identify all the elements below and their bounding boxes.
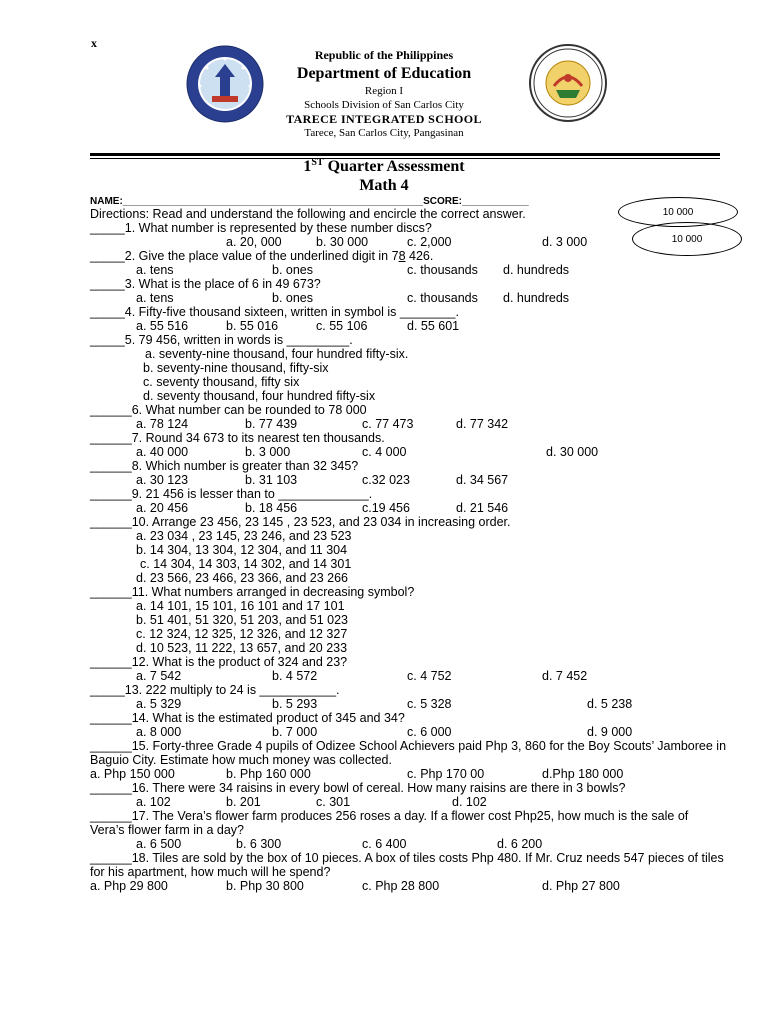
choice-b[interactable]: b. Php 30 800 bbox=[226, 879, 304, 893]
choice-b[interactable]: b. 77 439 bbox=[245, 417, 298, 431]
choice-a[interactable]: a. 8 000 bbox=[136, 725, 182, 739]
choice-c[interactable]: c. Php 28 800 bbox=[362, 879, 440, 893]
question-text: ______8. Which number is greater than 32 345? bbox=[90, 459, 359, 473]
choice-d[interactable]: d. 5 238 bbox=[587, 697, 633, 711]
subject-title: Math 4 bbox=[359, 177, 409, 194]
question-13-stem bbox=[90, 683, 730, 697]
directions-text: Directions: Read and understand the following and encircle the correct answer. bbox=[90, 207, 526, 221]
choice-d[interactable]: d. Php 27 800 bbox=[542, 879, 620, 893]
question-3-choices bbox=[90, 291, 730, 305]
choice-a[interactable]: a. 20, 000 bbox=[226, 235, 282, 249]
question-2-choices bbox=[90, 263, 730, 277]
choice-b[interactable]: b. 30 000 bbox=[316, 235, 369, 249]
question-12-stem bbox=[90, 655, 730, 669]
choice-c[interactable]: c. 5 328 bbox=[407, 697, 452, 711]
question-4-stem bbox=[90, 305, 730, 319]
question-8-choices bbox=[90, 473, 730, 487]
choice-a[interactable]: a. 20 456 bbox=[136, 501, 189, 515]
title-number: 1 bbox=[303, 158, 312, 175]
question-text: _____5. 79 456, written in words is _________. bbox=[90, 333, 353, 347]
question-9-choices bbox=[90, 501, 730, 515]
letterhead bbox=[0, 46, 768, 140]
choice-d[interactable]: d. 34 567 bbox=[456, 473, 509, 487]
choice-d[interactable]: d. 21 546 bbox=[456, 501, 509, 515]
title-superscript: ST bbox=[311, 157, 324, 168]
question-text: _____1. What number is represented by these number discs? bbox=[90, 221, 432, 235]
question-text: ______12. What is the product of 324 and 23? bbox=[90, 655, 348, 669]
choice-a[interactable]: a. tens bbox=[136, 291, 174, 305]
region-text: Region I bbox=[364, 85, 404, 97]
choice-b[interactable]: b. 51 401, 51 320, 51 203, and 51 023 bbox=[136, 613, 348, 627]
choice-d[interactable]: d. seventy thousand, four hundred fifty-six bbox=[143, 389, 376, 403]
question-2-stem bbox=[90, 249, 730, 263]
choice-c[interactable]: c. 4 752 bbox=[407, 669, 452, 683]
choice-d[interactable]: d. 10 523, 11 222, 13 657, and 20 233 bbox=[136, 641, 348, 655]
answer-oval: 10 000 bbox=[632, 222, 742, 256]
choice-c[interactable]: c. seventy thousand, fifty six bbox=[143, 375, 300, 389]
choice-b[interactable]: b. ones bbox=[272, 263, 314, 277]
question-text: ______6. What number can be rounded to 78 000 bbox=[90, 403, 367, 417]
choice-b[interactable]: b. Php 160 000 bbox=[226, 767, 311, 781]
question-18-choices bbox=[90, 879, 730, 893]
name-score-line: NAME:______________________________________________________SCORE:____________ bbox=[90, 196, 529, 207]
choice-b[interactable]: b. 7 000 bbox=[272, 725, 318, 739]
choice-a[interactable]: a. Php 29 800 bbox=[90, 879, 168, 893]
header-rule-thick bbox=[90, 153, 720, 156]
question-18-stem: ______18. Tiles are sold by the box of 10 pieces. A box of tiles costs Php 480. If Mr. Cruz needs 547 pieces of tiles for his apartment, how much will he spend? bbox=[90, 851, 724, 879]
choice-d[interactable]: d. 30 000 bbox=[546, 445, 599, 459]
question-14-stem bbox=[90, 711, 730, 725]
republic-text: Republic of the Philippines bbox=[314, 48, 454, 62]
choice-a[interactable]: a. 14 101, 15 101, 16 101 and 17 101 bbox=[136, 599, 345, 613]
question-17-choices bbox=[90, 837, 730, 851]
choice-a[interactable]: a. 55 516 bbox=[136, 319, 189, 333]
question-text: _____4. Fifty-five thousand sixteen, written in symbol is ________. bbox=[90, 305, 459, 319]
choice-d[interactable]: d. 6 200 bbox=[497, 837, 543, 851]
division-text: Schools Division of San Carlos City bbox=[304, 99, 464, 111]
choice-d[interactable]: d. 9 000 bbox=[587, 725, 633, 739]
choice-c[interactable]: c. 12 324, 12 325, 12 326, and 12 327 bbox=[136, 627, 348, 641]
question-15-choices bbox=[90, 767, 730, 781]
question-1-choices bbox=[90, 235, 730, 249]
question-15-stem: ______15. Forty-three Grade 4 pupils of Odizee School Achievers paid Php 3, 860 for the Boy Scouts’ Jamboree in Baguio City. Estimate how much money was collected. bbox=[90, 739, 727, 767]
choice-a[interactable]: a. 6 500 bbox=[136, 837, 182, 851]
question-13-choices bbox=[90, 697, 730, 711]
underlined-digit: 8 bbox=[398, 249, 406, 263]
question-16-choices bbox=[90, 795, 730, 809]
question-16-stem: ______16. There were 34 raisins in every bowl of cereal. How many raisins are there in 3 bowls? bbox=[90, 781, 626, 795]
question-11-stem bbox=[90, 585, 730, 599]
choice-c[interactable]: c.32 023 bbox=[362, 473, 410, 487]
question-6-stem bbox=[90, 403, 730, 417]
choice-b[interactable]: b. 6 300 bbox=[236, 837, 282, 851]
department-text: Department of Education bbox=[296, 65, 472, 82]
question-6-choices bbox=[90, 417, 730, 431]
question-10-stem bbox=[90, 515, 730, 529]
choice-c[interactable]: c. Php 170 00 bbox=[407, 767, 485, 781]
question-text: ______10. Arrange 23 456, 23 145 , 23 523, and 23 034 in increasing order. bbox=[90, 515, 511, 529]
question-12-choices bbox=[90, 669, 730, 683]
choice-c[interactable]: c. 2,000 bbox=[407, 235, 452, 249]
assessment-title bbox=[0, 157, 768, 176]
choice-c[interactable]: c.19 456 bbox=[362, 501, 410, 515]
question-text: ______11. What numbers arranged in decreasing symbol? bbox=[90, 585, 415, 599]
question-4-choices bbox=[90, 319, 730, 333]
choice-a[interactable]: a. 23 034 , 23 145, 23 246, and 23 523 bbox=[136, 529, 352, 543]
choice-d[interactable]: d. 102 bbox=[452, 795, 487, 809]
question-text-end: 426. bbox=[405, 249, 434, 263]
question-5-stem bbox=[90, 333, 730, 347]
choice-a[interactable]: a. 102 bbox=[136, 795, 171, 809]
choice-b[interactable]: b. ones bbox=[272, 291, 314, 305]
choice-d[interactable]: d. 7 452 bbox=[542, 669, 588, 683]
question-8-stem bbox=[90, 459, 730, 473]
choice-b[interactable]: b. 5 293 bbox=[272, 697, 318, 711]
choice-b[interactable]: b. seventy-nine thousand, fifty-six bbox=[143, 361, 329, 375]
choice-c[interactable]: c. 14 304, 14 303, 14 302, and 14 301 bbox=[140, 557, 352, 571]
choice-b[interactable]: b. 55 016 bbox=[226, 319, 279, 333]
choice-c[interactable]: c. 55 106 bbox=[316, 319, 368, 333]
choice-d[interactable]: d. hundreds bbox=[503, 291, 570, 305]
choice-a[interactable]: a. tens bbox=[136, 263, 174, 277]
school-name: TARECE INTEGRATED SCHOOL bbox=[286, 112, 482, 126]
choice-b[interactable]: b. 4 572 bbox=[272, 669, 318, 683]
choice-c[interactable]: c. 6 000 bbox=[407, 725, 452, 739]
choice-b[interactable]: b. 31 103 bbox=[245, 473, 298, 487]
school-address: Tarece, San Carlos City, Pangasinan bbox=[304, 127, 464, 139]
question-text: _____13. 222 multiply to 24 is ___________. bbox=[90, 683, 340, 697]
choice-a[interactable]: a. 7 542 bbox=[136, 669, 182, 683]
choice-d[interactable]: d. hundreds bbox=[503, 263, 570, 277]
choice-c[interactable]: c. thousands bbox=[407, 263, 478, 277]
choice-b[interactable]: b. 14 304, 13 304, 12 304, and 11 304 bbox=[136, 543, 348, 557]
choice-b[interactable]: b. 18 456 bbox=[245, 501, 298, 515]
question-1-stem bbox=[90, 221, 730, 235]
question-text: ______9. 21 456 is lesser than to _____________. bbox=[90, 487, 373, 501]
title-text: Quarter Assessment bbox=[323, 158, 465, 175]
choice-c[interactable]: c. thousands bbox=[407, 291, 478, 305]
choice-d[interactable]: d. 55 601 bbox=[407, 319, 460, 333]
question-list bbox=[90, 221, 730, 893]
choice-b[interactable]: b. 3 000 bbox=[245, 445, 291, 459]
answer-oval: 10 000 bbox=[618, 197, 738, 227]
question-text: _____3. What is the place of 6 in 49 673? bbox=[90, 277, 321, 291]
question-17-stem: ______17. The Vera’s flower farm produces 256 roses a day. If a flower cost Php25, how much is the sale of Vera’s flower farm in a day? bbox=[90, 809, 689, 837]
question-7-choices bbox=[90, 445, 730, 459]
choice-d[interactable]: d. 3 000 bbox=[542, 235, 588, 249]
choice-a[interactable]: a. 5 329 bbox=[136, 697, 182, 711]
choice-a[interactable]: a. 30 123 bbox=[136, 473, 189, 487]
choice-b[interactable]: b. 201 bbox=[226, 795, 261, 809]
question-7-stem bbox=[90, 431, 730, 445]
choice-a[interactable]: a. 40 000 bbox=[136, 445, 189, 459]
choice-d[interactable]: d. 23 566, 23 466, 23 366, and 23 266 bbox=[136, 571, 348, 585]
question-text: _____2. Give the place value of the underlined digit in 7 bbox=[90, 249, 399, 263]
choice-c[interactable]: c. 6 400 bbox=[362, 837, 407, 851]
choice-c[interactable]: c. 4 000 bbox=[362, 445, 407, 459]
choice-c[interactable]: c. 77 473 bbox=[362, 417, 414, 431]
question-14-choices bbox=[90, 725, 730, 739]
choice-d[interactable]: d. 77 342 bbox=[456, 417, 509, 431]
corner-mark: x bbox=[91, 36, 97, 50]
choice-d[interactable]: d.Php 180 000 bbox=[542, 767, 624, 781]
question-9-stem bbox=[90, 487, 730, 501]
choice-a[interactable]: a. Php 150 000 bbox=[90, 767, 175, 781]
choice-a[interactable]: a. 78 124 bbox=[136, 417, 189, 431]
question-text: ______14. What is the estimated product of 345 and 34? bbox=[90, 711, 405, 725]
choice-a[interactable]: a. seventy-nine thousand, four hundred fifty-six. bbox=[145, 347, 409, 361]
question-3-stem bbox=[90, 277, 730, 291]
question-text: ______7. Round 34 673 to its nearest ten thousands. bbox=[90, 431, 385, 445]
choice-c[interactable]: c. 301 bbox=[316, 795, 351, 809]
